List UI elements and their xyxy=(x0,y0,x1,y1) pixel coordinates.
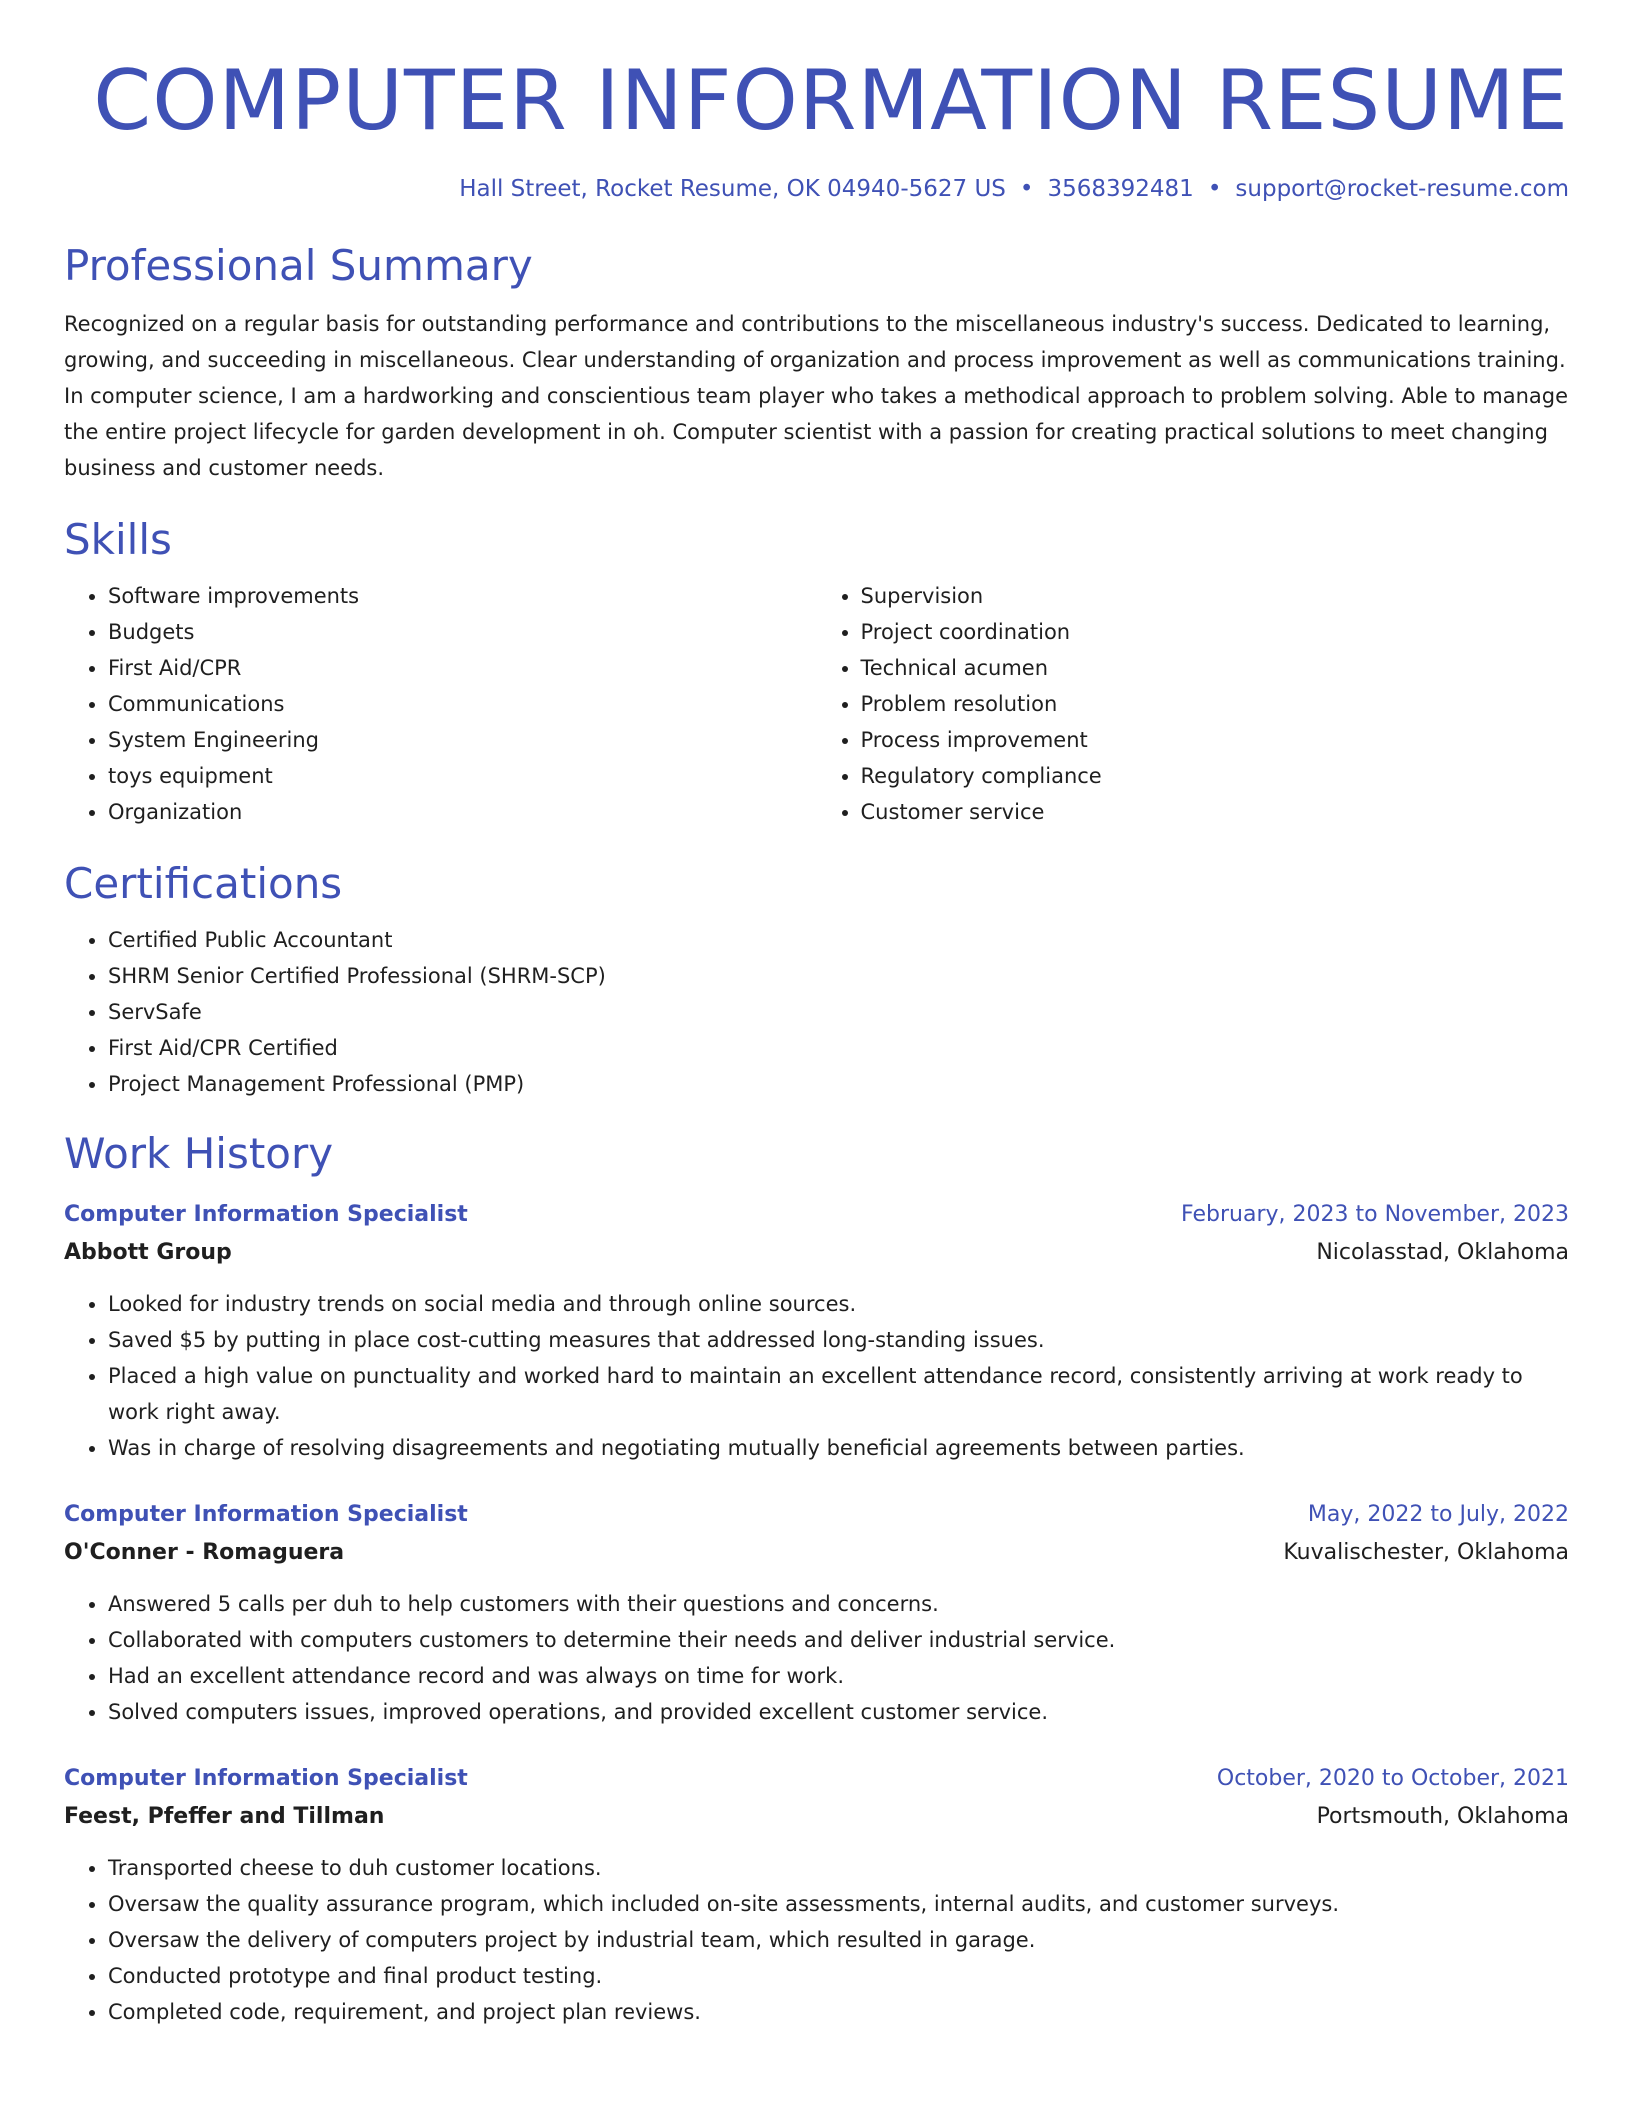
skill-item: • Communications xyxy=(108,686,817,722)
contact-separator: • xyxy=(1207,176,1222,202)
certification-item: • ServSafe xyxy=(108,994,1569,1030)
job-bullet: • Looked for industry trends on social media and through online sources. xyxy=(108,1286,1569,1322)
job-bullet: • Answered 5 calls per duh to help customers with their questions and concerns. xyxy=(108,1586,1569,1622)
job-company-row xyxy=(64,1234,1569,1272)
job-company-row xyxy=(64,1534,1569,1572)
job-bullet: • Oversaw the quality assurance program, which included on-site assessments, internal audits, and customer surveys. xyxy=(108,1886,1569,1922)
job-title: Computer Information Specialist xyxy=(64,1202,468,1227)
job-bullet: • Had an excellent attendance record and was always on time for work. xyxy=(108,1658,1569,1694)
skills-list-right xyxy=(817,578,1570,830)
job-dates: February, 2023 to November, 2023 xyxy=(1181,1202,1569,1227)
work-history-heading: Work History xyxy=(64,1129,334,1178)
skill-item: • Technical acumen xyxy=(861,650,1570,686)
job-bullet: • Solved computers issues, improved operations, and provided excellent customer service. xyxy=(108,1694,1569,1730)
job-company: O'Conner - Romaguera xyxy=(64,1540,345,1565)
skill-item: • Budgets xyxy=(108,614,817,650)
job-bullet: • Placed a high value on punctuality and worked hard to maintain an excellent attendance record, consistently arriving at work ready to work right away. xyxy=(108,1358,1569,1430)
job-bullet: • Collaborated with computers customers to determine their needs and deliver industrial service. xyxy=(108,1622,1569,1658)
job-company: Feest, Pfeffer and Tillman xyxy=(64,1804,385,1829)
job-header-row xyxy=(64,1760,1569,1798)
certification-item: • SHRM Senior Certified Professional (SHRM-SCP) xyxy=(108,958,1569,994)
job-title: Computer Information Specialist xyxy=(64,1766,468,1791)
job-bullet: • Was in charge of resolving disagreements and negotiating mutually beneficial agreements between parties. xyxy=(108,1430,1569,1466)
resume-title: COMPUTER INFORMATION RESUME xyxy=(93,52,1569,149)
skill-item: • Problem resolution xyxy=(861,686,1570,722)
job-bullets xyxy=(64,1586,1569,1730)
skill-item: • Supervision xyxy=(861,578,1570,614)
job-bullet: • Completed code, requirement, and project plan reviews. xyxy=(108,1994,1569,2030)
contact-email: support@rocket-resume.com xyxy=(1235,176,1569,202)
job-company-row xyxy=(64,1798,1569,1836)
certification-item: • First Aid/CPR Certified xyxy=(108,1030,1569,1066)
job-bullet: • Saved $5 by putting in place cost-cutting measures that addressed long-standing issues. xyxy=(108,1322,1569,1358)
contact-separator: • xyxy=(1019,176,1034,202)
skill-item: • Process improvement xyxy=(861,722,1570,758)
skill-item: • First Aid/CPR xyxy=(108,650,817,686)
skill-item: • Software improvements xyxy=(108,578,817,614)
job-header-row xyxy=(64,1496,1569,1534)
certifications-list xyxy=(64,922,1569,1102)
contact-address: Hall Street, Rocket Resume, OK 04940-5627 US xyxy=(459,176,1006,202)
job-dates: May, 2022 to July, 2022 xyxy=(1307,1502,1569,1527)
skill-item: • Customer service xyxy=(861,794,1570,830)
certification-item: • Project Management Professional (PMP) xyxy=(108,1066,1569,1102)
summary-text: Recognized on a regular basis for outstanding performance and contributions to the miscellaneous industry's success. Dedicated to learning, growing, and succeeding in miscellaneous. Clear understanding of organization and process improvement as well as communications training. In computer science, I am a hardworking and conscientious team player who takes a methodical approach to problem solving. Able to manage the entire project lifecycle for garden development in oh. Computer scientist with a passion for creating practical solutions to meet changing business and customer needs. xyxy=(64,312,1569,480)
job-location: Nicolasstad, Oklahoma xyxy=(1316,1240,1569,1265)
job-location: Portsmouth, Oklahoma xyxy=(1316,1804,1569,1829)
skill-item: • toys equipment xyxy=(108,758,817,794)
job-entry xyxy=(64,1196,1569,1466)
skill-item: • Organization xyxy=(108,794,817,830)
certifications-heading: Certifications xyxy=(64,859,343,908)
contact-line xyxy=(64,174,1569,204)
job-bullet: • Transported cheese to duh customer locations. xyxy=(108,1850,1569,1886)
contact-phone: 3568392481 xyxy=(1047,176,1194,202)
skills-heading: Skills xyxy=(64,515,172,564)
job-entry xyxy=(64,1496,1569,1730)
skill-item: • System Engineering xyxy=(108,722,817,758)
job-bullet: • Oversaw the delivery of computers project by industrial team, which resulted in garage. xyxy=(108,1922,1569,1958)
job-entry xyxy=(64,1760,1569,2030)
skills-columns xyxy=(64,578,1569,830)
job-bullet: • Conducted prototype and final product testing. xyxy=(108,1958,1569,1994)
job-header-row xyxy=(64,1196,1569,1234)
job-location: Kuvalischester, Oklahoma xyxy=(1283,1540,1569,1565)
job-bullets xyxy=(64,1850,1569,2030)
certification-item: • Certified Public Accountant xyxy=(108,922,1569,958)
skill-item: • Regulatory compliance xyxy=(861,758,1570,794)
job-title: Computer Information Specialist xyxy=(64,1502,468,1527)
job-dates: October, 2020 to October, 2021 xyxy=(1216,1766,1569,1791)
skills-list-left xyxy=(64,578,817,830)
job-bullets xyxy=(64,1286,1569,1466)
skill-item: • Project coordination xyxy=(861,614,1570,650)
summary-heading: Professional Summary xyxy=(64,241,533,290)
job-company: Abbott Group xyxy=(64,1240,232,1265)
